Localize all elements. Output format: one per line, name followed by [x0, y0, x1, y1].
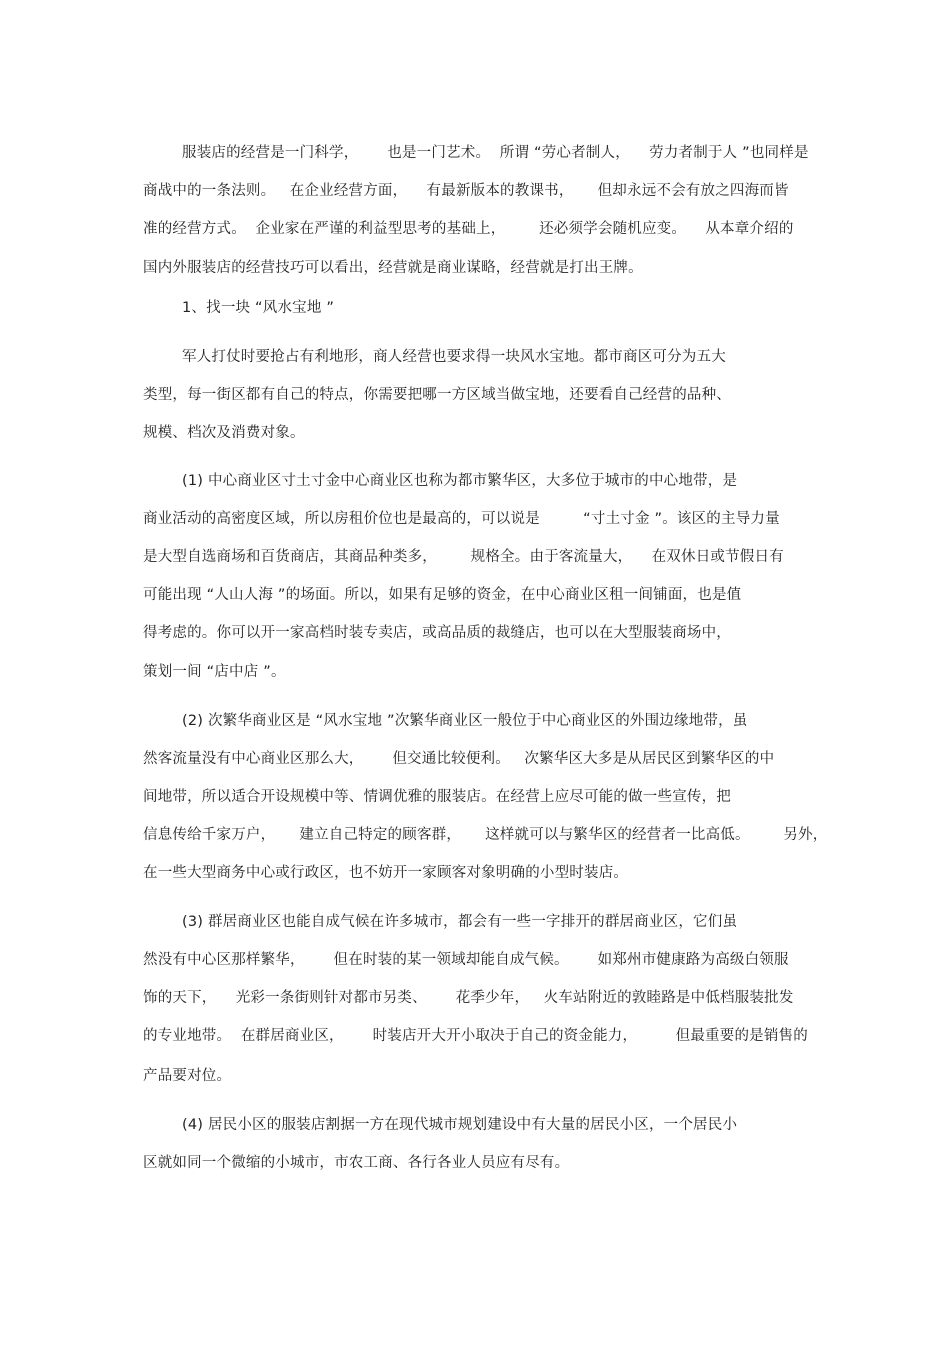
text-line: 然没有中心区那样繁华， 但在时装的某一领域却能自成气候。 如郑州市健康路为高级白领服	[143, 952, 789, 968]
text-line: (4) 居民小区的服装店割据一方在现代城市规划建设中有大量的居民小区，一个居民小	[182, 1117, 738, 1133]
text-line: 区就如同一个微缩的小城市，市农工商、各行各业人员应有尽有。	[143, 1155, 570, 1171]
text-line: (2) 次繁华商业区是 “风水宝地 ”次繁华商业区一般位于中心商业区的外围边缘地带，虽	[182, 713, 748, 729]
text-line: (1) 中心商业区寸土寸金中心商业区也称为都市繁华区，大多位于城市的中心地带，是	[182, 473, 738, 489]
text-line: 类型，每一街区都有自己的特点，你需要把哪一方区域当做宝地，还要看自己经营的品种、	[143, 387, 731, 403]
text-line: 准的经营方式。 企业家在严谨的利益型思考的基础上， 还必须学会随机应变。 从本章介绍的	[143, 221, 794, 237]
text-line: 商业活动的高密度区域，所以房租价位也是最高的，可以说是 “寸土寸金 ”。该区的主导力量	[143, 511, 780, 527]
text-line: 的专业地带。 在群居商业区， 时装店开大开小取决于自己的资金能力， 但最重要的是销售的	[143, 1028, 808, 1044]
text-line: 饰的天下， 光彩一条街则针对都市另类、 花季少年， 火车站附近的敦睦路是中低档服装批发	[143, 990, 794, 1006]
text-line: (3) 群居商业区也能自成气候在许多城市，都会有一些一字排开的群居商业区，它们虽	[182, 914, 738, 930]
text-line: 可能出现 “人山人海 ”的场面。所以，如果有足够的资金，在中心商业区租一间铺面，也是值	[143, 587, 742, 603]
text-line: 得考虑的。你可以开一家高档时装专卖店，或高品质的裁缝店，也可以在大型服装商场中，	[143, 625, 731, 641]
section-heading: 1、找一块 “风水宝地 ”	[182, 300, 335, 316]
text-line: 然客流量没有中心商业区那么大， 但交通比较便利。 次繁华区大多是从居民区到繁华区的中	[143, 751, 775, 767]
text-line: 规模、档次及消费对象。	[143, 425, 305, 441]
text-line: 在一些大型商务中心或行政区，也不妨开一家顾客对象明确的小型时装店。	[143, 865, 629, 881]
text-line: 产品要对位。	[143, 1068, 232, 1084]
text-line: 军人打仗时要抢占有利地形，商人经营也要求得一块风水宝地。都市商区可分为五大	[182, 349, 726, 365]
text-line: 国内外服装店的经营技巧可以看出，经营就是商业谋略，经营就是打出王牌。	[143, 260, 643, 276]
text-line: 信息传给千家万户， 建立自己特定的顾客群， 这样就可以与繁华区的经营者一比高低。 另外，	[143, 827, 828, 843]
text-line: 商战中的一条法则。 在企业经营方面， 有最新版本的教课书， 但却永远不会有放之四海而皆	[143, 183, 789, 199]
text-line: 策划一间 “店中店 ”。	[143, 664, 286, 680]
text-line: 间地带，所以适合开设规模中等、情调优雅的服装店。在经营上应尽可能的做一些宣传，把	[143, 789, 731, 805]
text-line: 是大型自选商场和百货商店，其商品种类多， 规格全。由于客流量大， 在双休日或节假日有	[143, 549, 784, 565]
text-line: 服装店的经营是一门科学， 也是一门艺术。 所谓 “劳心者制人， 劳力者制于人 ”也同样是	[182, 145, 809, 161]
